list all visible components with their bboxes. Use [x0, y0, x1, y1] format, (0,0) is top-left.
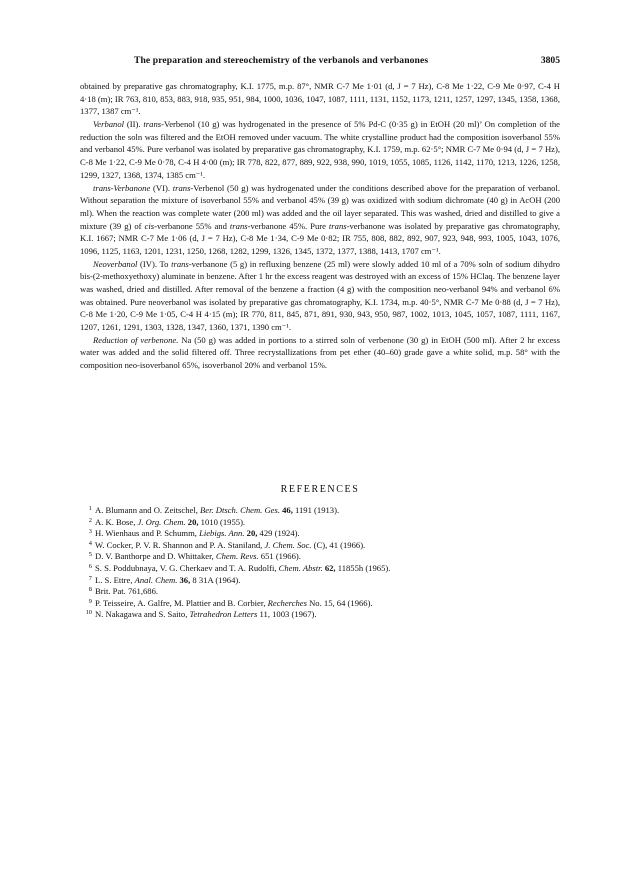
reference-pages-year: 8 31A (1964). — [190, 574, 241, 585]
paragraph-text: -Verbenol (10 g) was hydrogenated in the presence of 5% Pd-C (0·35 g) in EtOH (20 ml)’ On completion of the reduction the soln was filtered and the EtOH removed under vacuum. The white crystalline product had the composition isoverbanol 55% and verbanol 45%. Pure verbanol was isolated by preparative gas chromatography, K.I. 1759, m.p. 62·5°; NMR C-7 Me 0·94 (d, J = 7 Hz), C-8 Me 1·22, C-9 Me 0·78, C-4 H 4·00 (m); IR 778, 822, 877, 889, 922, 938, 990, 1019, 1055, 1085, 1126, 1142, 1170, 1213, 1226, 1258, 1299, 1327, 1368, 1374, 1385 cm⁻¹. — [80, 119, 560, 180]
reference-number: 9 — [88, 597, 92, 605]
reference-authors: N. Nakagawa and S. Saito, — [95, 609, 190, 620]
paragraph-text: -verbanone 45%. Pure — [247, 220, 329, 231]
reference-item — [80, 563, 540, 575]
compound-label: (VI). — [150, 182, 173, 193]
reference-volume: 20, — [244, 528, 258, 539]
reference-volume: 62, — [322, 562, 336, 573]
reference-pages-year: 11855h (1965). — [335, 562, 391, 573]
reference-item — [80, 505, 540, 517]
reference-volume: 46, — [279, 505, 293, 515]
reference-authors: A. Blumann and O. Zeitschel, — [95, 505, 201, 515]
reference-authors: P. Teisseire, A. Galfre, M. Plattier and B. Corbier, — [95, 597, 268, 608]
compound-label: (IV). To — [137, 258, 172, 269]
reference-number: 1 — [88, 505, 92, 512]
stereo-prefix: trans — [229, 220, 248, 231]
section-heading-verbanol: Verbanol — [93, 119, 125, 130]
paragraph-text: -Verbenol (50 g) was hydrogenated under the conditions described above for the preparation of verbanol. Without separation the mixture of isoverbanol 55% and verbanol 45% (39 g) was oxidized with sodium dichromate (40 g) in AcOH (200 ml). When the reaction was complete water (200 ml) was added and the oil layer separated. This was washed, dried and distilled to give a mixture (39 g) of — [80, 182, 560, 231]
paragraph-text: Na (50 g) was added in portions to a stirred soln of verbenone (30 g) in EtOH (500 ml). After 2 hr excess water was added and the solid filtered off. Three recrystallizations from pet ether (40–60) grade gave a white solid, m.p. 58° with the composition neo-isoverbanol 65%, isoverbanol 20% and verbanol 15%. — [80, 334, 560, 371]
reference-number: 4 — [88, 539, 92, 547]
stereo-prefix: trans — [172, 182, 191, 193]
reference-journal: J. Org. Chem. — [137, 516, 186, 527]
running-title: The preparation and stereochemistry of the verbanols and verbanones — [134, 55, 429, 66]
reference-volume: 36, — [177, 574, 191, 585]
reference-authors: Brit. Pat. 761,686. — [95, 586, 159, 597]
running-head — [80, 54, 560, 68]
reference-pages-year: 429 (1924). — [257, 528, 300, 539]
reference-number: 10 — [85, 609, 92, 617]
paragraph-trans-verbanone — [80, 182, 560, 258]
reference-number: 8 — [88, 586, 92, 594]
reference-volume: 20, — [185, 516, 199, 527]
stereo-prefix: cis — [144, 220, 155, 231]
reference-item — [80, 540, 540, 552]
article-body — [80, 80, 560, 372]
reference-pages-year: (C), 41 (1966). — [311, 539, 366, 550]
reference-authors: S. S. Poddubnaya, V. G. Cherkaev and T. A. Rudolfi, — [95, 562, 279, 573]
stereo-prefix: trans — [328, 220, 347, 231]
reference-list — [80, 505, 540, 621]
paragraph-text: -verbanone (5 g) in refluxing benzene (25 ml) were slowly added 10 ml of a 70% soln of sodium dihydro bis-(2-methoxyethoxy) aluminate in benzene. After 1 hr the excess reagent was destroyed with an excess of 15% HClaq. The benzene layer was washed, dried and distilled. After removal of the benzene a fraction (4 g) with the composition neo-verbanol 94% and verbanol 6% was obtained. Pure neoverbanol was isolated by preparative gas chromatography, K.I. 1734, m.p. 40·5°, NMR C-7 Me 0·88 (d, J = 7 Hz), C-8 Me 1·20, C-9 Me 1·05, C-4 H 4·15 (m); IR 770, 811, 845, 871, 891, 930, 943, 950, 987, 1002, 1013, 1045, 1057, 1087, 1111, 1167, 1207, 1261, 1291, 1303, 1328, 1347, 1360, 1371, 1390 cm⁻¹. — [80, 258, 560, 332]
reference-journal: Anal. Chem. — [134, 574, 178, 585]
references-heading: REFERENCES — [280, 484, 360, 495]
reference-journal: Tetrahedron Letters — [189, 609, 258, 620]
section-heading-trans-verbanone: trans-Verbanone — [93, 182, 151, 193]
paragraph-isoverbanol-continued: obtained by preparative gas chromatography, K.I. 1775, m.p. 87°, NMR C-7 Me 1·01 (d, J = 7 Hz), C-8 Me 1·22, C-9 Me 0·97, C-4 H 4·18 (m); IR 763, 810, 853, 883, 918, 935, 951, 984, 1000, 1036, 1047, 1087, 1111, 1131, 1152, 1173, 1211, 1257, 1297, 1345, 1358, 1368, 1377, 1387 cm⁻¹. — [80, 81, 560, 117]
section-heading-reduction: Reduction of verbenone. — [93, 334, 179, 345]
paragraph-verbanol — [80, 118, 560, 181]
paragraph-text: -verbanone was isolated by preparative gas chromatography, K.I. 1667; NMR C-7 Me 1·06 (d, J = 7 Hz), C-8 Me 1·34, C-9 Me 0·82; IR 755, 808, 882, 892, 907, 923, 948, 993, 1005, 1043, 1076, 1096, 1125, 1163, 1201, 1231, 1250, 1268, 1282, 1299, 1326, 1345, 1372, 1377, 1388, 1413, 1707 cm⁻¹. — [80, 220, 560, 256]
paragraph-text: -verbanone 55% and — [154, 220, 230, 231]
reference-journal: Ber. Dtsch. Chem. Ges. — [200, 505, 280, 515]
reference-pages-year: 11, 1003 (1967). — [257, 609, 317, 620]
reference-journal: Chem. Revs. — [215, 551, 259, 562]
reference-authors: A. K. Bose, — [95, 516, 138, 527]
reference-journal: Liebigs. Ann. — [199, 528, 245, 539]
stereo-prefix: trans — [171, 258, 189, 269]
reference-pages-year: 1191 (1913). — [292, 505, 340, 515]
reference-pages-year: No. 15, 64 (1966). — [306, 597, 373, 608]
reference-number: 6 — [88, 562, 92, 570]
reference-authors: W. Cocker, P. V. R. Shannon and P. A. Staniland, — [95, 539, 265, 550]
reference-journal: Chem. Abstr. — [278, 562, 323, 573]
reference-item — [80, 598, 540, 610]
reference-pages-year: 1010 (1955). — [198, 516, 246, 527]
reference-authors: H. Wienhaus and P. Schumm, — [95, 528, 200, 539]
reference-item — [80, 528, 540, 540]
reference-journal: J. Chem. Soc. — [264, 539, 312, 550]
reference-number: 2 — [88, 516, 92, 524]
reference-authors: D. V. Banthorpe and D. Whittaker, — [95, 551, 216, 562]
reference-item — [80, 551, 540, 563]
reference-authors: L. S. Ettre, — [95, 574, 135, 585]
reference-item — [80, 609, 540, 621]
reference-item — [80, 517, 540, 529]
paragraph-reduction-of-verbenone — [80, 334, 560, 372]
reference-journal: Recherches — [267, 597, 307, 608]
paragraph-neoverbanol — [80, 258, 560, 334]
reference-item — [80, 575, 540, 587]
compound-label: (II). — [124, 119, 144, 130]
reference-number: 7 — [88, 574, 92, 582]
stereo-prefix: trans — [143, 119, 162, 130]
reference-pages-year: 651 (1966). — [258, 551, 301, 562]
section-heading-neoverbanol: Neoverbanol — [93, 258, 138, 269]
page-number: 3805 — [540, 55, 560, 66]
reference-item — [80, 586, 540, 598]
reference-number: 5 — [88, 551, 92, 559]
reference-number: 3 — [88, 528, 92, 536]
